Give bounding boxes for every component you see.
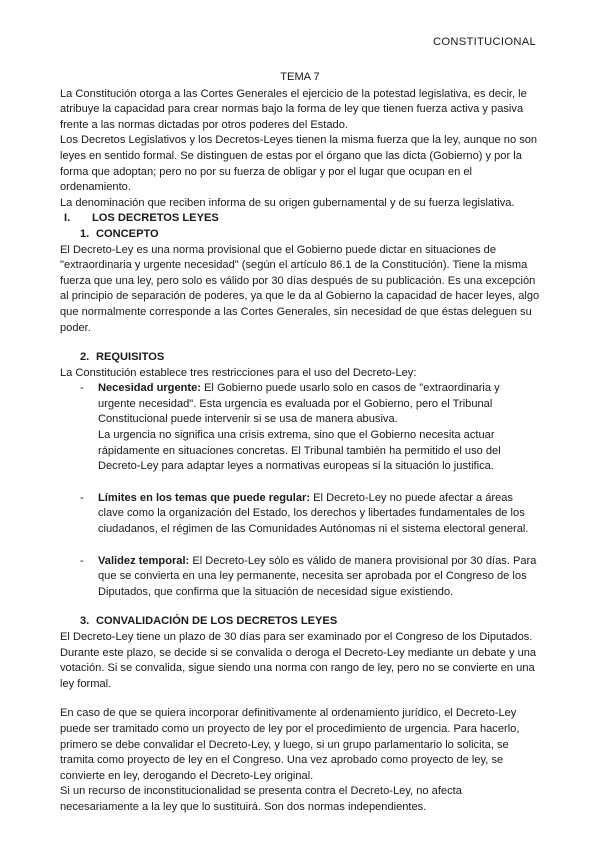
subsection-number: 3. (80, 615, 90, 628)
list-item-text: El Gobierno puede usarlo solo en casos de "extraordinaria y urgente necesidad". Esta urgencia es evaluada por el Gobierno, pero el Tribunal Constitucional puede intervenir si se usa de manera abusiva. (98, 382, 500, 426)
list-item-text: El Decreto-Ley sólo es válido de manera provisional por 30 días. Para que se convierta en una ley permanente, necesita ser aprobada por el Congreso de los Diputados, que confirma que la situación de necesidad sigue existiendo. (98, 554, 537, 598)
list-item-text: El Decreto-Ley no puede afectar a áreas clave como la organización del Estado, los derechos y libertades fundamentales de los ciudadanos, el régimen de las Comunidades Autónomas ni el sistema electoral general. (98, 491, 529, 536)
requisitos-list (60, 381, 540, 600)
header-subject: CONSTITUCIONAL (432, 36, 536, 48)
convalidacion-paragraph-2: En caso de que se quiera incorporar definitivamente al ordenamiento jurídico, el Decreto-Ley puede ser tramitado como un proyecto de ley por el procedimiento de urgencia. Para hacerlo, primero se debe convalidar el Decreto-Ley, y luego, si un grupo parlamentario lo solicita, se tramita como proyecto de ley en el Congreso. Una vez aprobado como proyecto de ley, se convierte en ley, derogando el Decreto-Ley original. (60, 707, 520, 782)
subsection-heading-requisitos (80, 350, 540, 366)
list-item (60, 491, 540, 538)
list-dash: - (80, 491, 84, 504)
convalidacion-paragraph-1: El Decreto-Ley tiene un plazo de 30 días para ser examinado por el Congreso de los Diputados. Durante este plazo, se decide si se convalida o deroga el Decreto-Ley mediante un debate y una votación. Si se convalida, sigue siendo una norma con rango de ley, pero no se convierte en una ley formal. (60, 631, 537, 690)
section-title: LOS DECRETOS LEYES (92, 212, 219, 225)
intro-paragraph-2: Los Decretos Legislativos y los Decretos-Leyes tienen la misma fuerza que la ley, aunque no son leyes en sentido formal. Se distinguen de estas por el órgano que las dicta (Gobierno) y por la forma que adoptan; pero no por su fuerza de obligar y por el lugar que ocupan en el ordenamiento. (60, 134, 538, 194)
subsection-heading-convalidacion (80, 614, 540, 630)
subsection-title: CONCEPTO (96, 227, 159, 240)
section-heading-decretos-leyes (64, 211, 540, 227)
section-number: I. (64, 212, 71, 225)
concepto-paragraph: El Decreto-Ley es una norma provisional que el Gobierno puede dictar en situaciones de "extraordinaria y urgente necesidad" (según el artículo 86.1 de la Constitución). Tiene la misma fuerza que una ley, pero solo es válido por 30 días después de su publicación. Es una excepción al principio de separación de poderes, ya que le da al Gobierno la capacidad de hacer leyes, algo que normalmente corresponde a las Cortes Generales, sin necesidad de que éstas deleguen su poder. (60, 243, 540, 334)
document-content (60, 70, 540, 816)
list-item-label: Límites en los temas que puede regular: (98, 491, 311, 504)
list-item (60, 381, 540, 475)
subsection-title: CONVALIDACIÓN DE LOS DECRETOS LEYES (96, 615, 338, 628)
subsection-number: 1. (80, 227, 90, 240)
convalidacion-paragraph-3: Si un recurso de inconstitucionalidad se presenta contra el Decreto-Ley, no afecta necesariamente a la ley que lo sustituirá. Son dos normas independientes. (60, 785, 462, 813)
list-item-extra: La urgencia no significa una crisis extrema, sino que el Gobierno necesita actuar rápidamente en situaciones concretas. El Tribunal también ha permitido el uso del Decreto-Ley para adaptar leyes a normativas europeas si la situación lo justifica. (98, 429, 501, 473)
list-item-label: Necesidad urgente: (98, 382, 201, 395)
list-dash: - (80, 554, 84, 567)
intro-paragraph-1: La Constitución otorga a las Cortes Generales el ejercicio de la potestad legislativa, es decir, le atribuye la capacidad para crear normas bajo la forma de ley que tienen fuerza activa y pasiva frente a las normas dictadas por otros poderes del Estado. (60, 87, 527, 131)
list-item-label: Validez temporal: (98, 554, 190, 567)
subsection-title: REQUISITOS (96, 351, 165, 364)
intro-paragraph-3: La denominación que reciben informa de su origen gubernamental y de su fuerza legislativa. (60, 196, 515, 209)
list-dash: - (80, 382, 84, 395)
page-title: TEMA 7 (280, 71, 320, 83)
subsection-number: 2. (80, 351, 90, 364)
subsection-heading-concepto (80, 227, 540, 243)
list-item (60, 554, 540, 601)
requisitos-intro: La Constitución establece tres restricciones para el uso del Decreto-Ley: (60, 366, 417, 379)
